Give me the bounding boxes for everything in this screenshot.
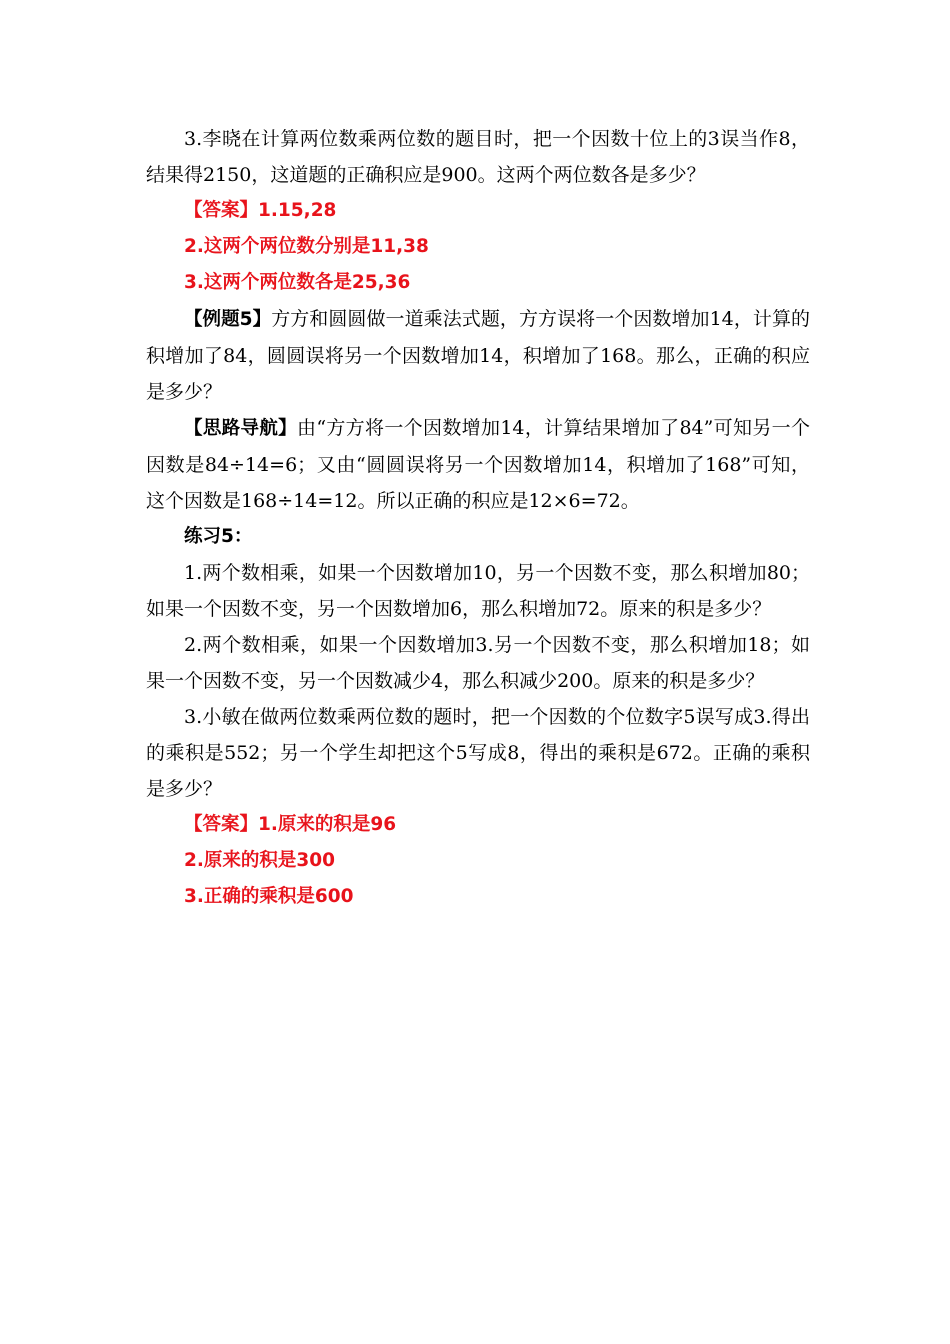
guide-paragraph (146, 410, 810, 519)
practice-answer-line-1 (146, 807, 810, 843)
guide-tag: 【思路导航】 (184, 418, 297, 439)
answer-line-1 (146, 193, 810, 229)
document-page (146, 121, 810, 915)
example-5-tag: 【例题5】 (184, 309, 272, 330)
example-5-text: 方方和圆圆做一道乘法式题，方方误将一个因数增加14，计算的积增加了84，圆圆误将另一个因数增加14，积增加了168。那么，正确的积应是多少？ (146, 308, 811, 403)
answer-3: 3.这两个两位数各是25,36 (184, 272, 411, 293)
example-5 (146, 301, 810, 410)
practice-question-1: 1.两个数相乘，如果一个因数增加10，另一个因数不变，那么积增加80；如果一个因数不变，另一个因数增加6，那么积增加72。原来的积是多少？ (146, 562, 810, 620)
practice-answer-1: 1.原来的积是96 (258, 814, 397, 835)
practice-answer-3: 3.正确的乘积是600 (184, 886, 354, 907)
answer-2: 2.这两个两位数分别是11,38 (184, 236, 429, 257)
answer-tag: 【答案】 (184, 200, 259, 221)
practice-answer-2: 2.原来的积是300 (184, 850, 336, 871)
answer-1: 1.15,28 (258, 200, 337, 221)
practice-question-3: 3.小敏在做两位数乘两位数的题时，把一个因数的个位数字5误写成3.得出的乘积是552；另一个学生却把这个5写成8，得出的乘积是672。正确的乘积是多少？ (146, 706, 810, 800)
practice-5-title: 练习5： (184, 526, 253, 547)
practice-answer-tag: 【答案】 (184, 814, 259, 835)
guide-text: 由“方方将一个因数增加14，计算结果增加了84”可知另一个因数是84÷14=6；又由“圆圆误将另一个因数增加14，积增加了168”可知，这个因数是168÷14=12。所以正确的积应是12×6=72。 (146, 417, 810, 512)
practice-question-2: 2.两个数相乘，如果一个因数增加3.另一个因数不变，那么积增加18；如果一个因数不变，另一个因数减少4，那么积减少200。原来的积是多少？ (146, 634, 810, 692)
question-3: 3.李晓在计算两位数乘两位数的题目时，把一个因数十位上的3误当作8，结果得2150，这道题的正确积应是900。这两个两位数各是多少？ (146, 128, 810, 186)
